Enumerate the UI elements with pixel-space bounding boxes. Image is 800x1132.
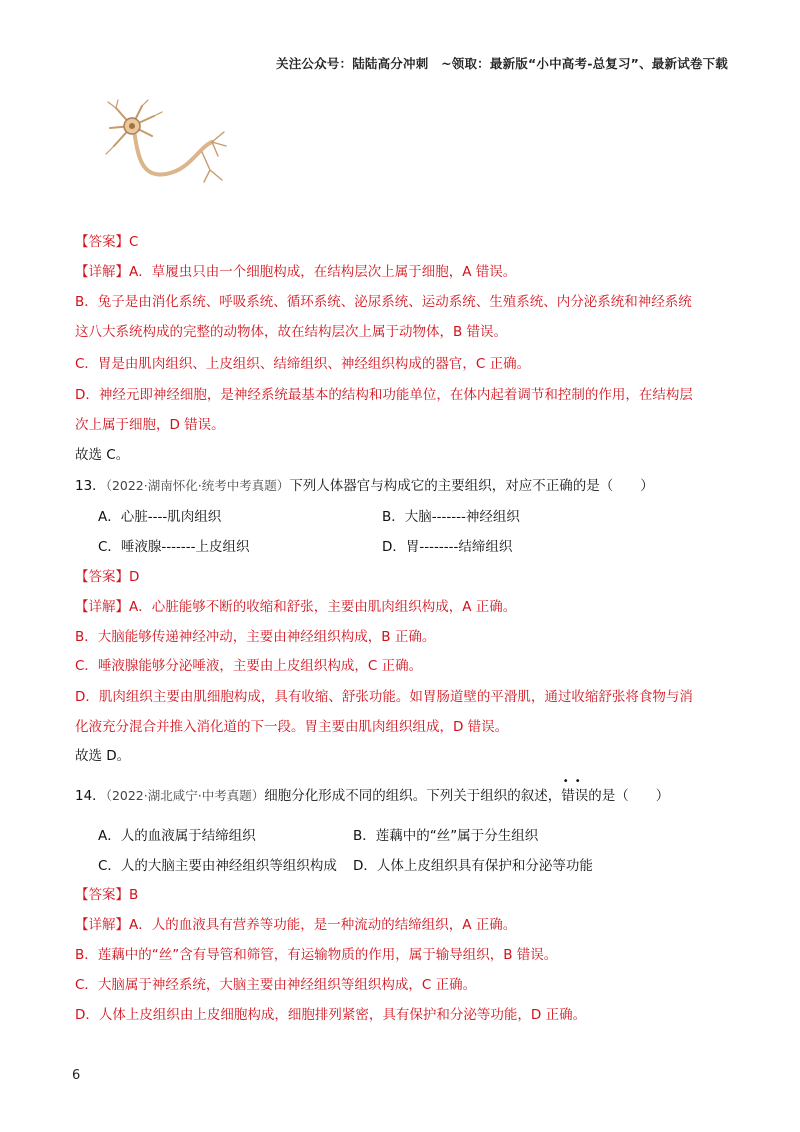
q14-answer: 【答案】B — [75, 887, 139, 903]
q14-stem-emphasis — [561, 776, 589, 806]
q12-answer: 【答案】C — [75, 234, 139, 250]
q13-option-b: B．大脑-------神经组织 — [382, 509, 520, 525]
q14-option-a: A．人的血液属于结缔组织 — [98, 828, 256, 844]
q14-option-b: B．莲藕中的“丝”属于分生组织 — [353, 828, 539, 844]
q13-detail-c: C．唾液腺能够分泌唾液，主要由上皮组织构成，C 正确。 — [75, 658, 423, 674]
q14-stem-post: 的是（ ） — [588, 788, 670, 804]
q13-detail-a: 【详解】A．心脏能够不断的收缩和舒张，主要由肌肉组织构成，A 正确。 — [75, 599, 517, 615]
q12-detail-b-line1: B．兔子是由消化系统、呼吸系统、循环系统、泌尿系统、运动系统、生殖系统、内分泌系统和神经系统 — [75, 294, 692, 310]
q12-detail-c: C．胃是由肌肉组织、上皮组织、结缔组织、神经组织构成的器官，C 正确。 — [75, 356, 531, 372]
q13-detail-d-line1: D．肌肉组织主要由肌细胞构成，具有收缩、舒张功能。如胃肠道壁的平滑肌，通过收缩舒张将食物与消 — [75, 689, 693, 705]
q13-source: （2022·湖南怀化·统考中考真题） — [105, 478, 290, 493]
q14-detail-d: D．人体上皮组织由上皮细胞构成，细胞排列紧密，具有保护和分泌等功能，D 正确。 — [75, 1007, 587, 1023]
q12-detail-d-line1: D．神经元即神经细胞，是神经系统最基本的结构和功能单位，在体内起着调节和控制的作用，在结构层 — [75, 387, 693, 403]
q13-detail-b: B．大脑能够传递神经冲动，主要由神经组织构成，B 正确。 — [75, 629, 436, 645]
q14-number: 14． — [75, 788, 106, 804]
q13-stem — [75, 476, 654, 496]
q13-option-c: C．唾液腺-------上皮组织 — [98, 539, 250, 555]
emphasis-dots: •• — [562, 776, 587, 787]
q13-stem-text: 下列人体器官与构成它的主要组织，对应不正确的是（ ） — [289, 478, 654, 494]
page-header: 关注公众号：陆陆高分冲刺 ~领取：最新版“小中高考-总复习”、最新试卷下载 — [276, 56, 728, 71]
q13-answer: 【答案】D — [75, 569, 140, 585]
q12-detail-a: 【详解】A．草履虫只由一个细胞构成，在结构层次上属于细胞，A 错误。 — [75, 264, 517, 280]
q13-number: 13． — [75, 478, 106, 494]
q13-detail-d-line2: 化液充分混合并推入消化道的下一段。胃主要由肌肉组织组成，D 错误。 — [75, 719, 509, 735]
q14-stem — [75, 776, 670, 806]
q13-choice: 故选 D。 — [75, 748, 131, 764]
q14-source: （2022·湖北咸宁·中考真题） — [105, 788, 265, 803]
q14-detail-a: 【详解】A．人的血液具有营养等功能，是一种流动的结缔组织，A 正确。 — [75, 917, 517, 933]
neuron-illustration-icon — [102, 98, 232, 190]
q12-detail-b-line2: 这八大系统构成的完整的动物体，故在结构层次上属于动物体，B 错误。 — [75, 324, 508, 340]
q14-detail-c: C．大脑属于神经系统，大脑主要由神经组织等组织构成，C 正确。 — [75, 977, 477, 993]
q13-option-a: A．心脏----肌肉组织 — [98, 509, 222, 525]
q14-option-c: C．人的大脑主要由神经组织等组织构成 — [98, 858, 337, 874]
q12-choice: 故选 C。 — [75, 447, 130, 463]
q14-option-d: D．人体上皮组织具有保护和分泌等功能 — [353, 858, 593, 874]
q13-option-d: D．胃--------结缔组织 — [382, 539, 513, 555]
q14-stem-pre: 细胞分化形成不同的组织。下列关于组织的叙述， — [264, 788, 562, 804]
page-number: 6 — [72, 1068, 81, 1083]
q14-detail-b: B．莲藕中的“丝”含有导管和筛管，有运输物质的作用，属于输导组织，B 错误。 — [75, 947, 558, 963]
q14-stem-emphasis-text: 错误 — [561, 788, 589, 804]
q12-detail-d-line2: 次上属于细胞，D 错误。 — [75, 417, 225, 433]
